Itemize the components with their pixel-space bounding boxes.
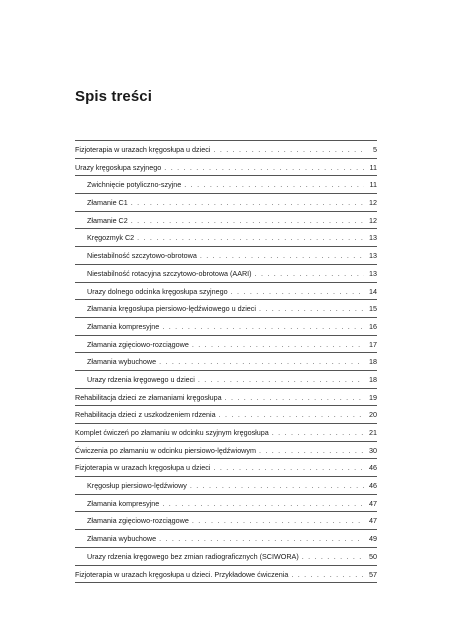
dot-leader: [137, 229, 364, 247]
toc-entry[interactable]: [75, 406, 377, 424]
toc-entry-page: 57: [369, 569, 377, 579]
toc-entry-label: Złamanie C2: [87, 215, 128, 225]
toc-entry-page: 15: [369, 304, 377, 314]
toc-entry-label: Złamania kompresyjne: [87, 498, 160, 508]
dot-leader: [192, 512, 364, 530]
toc-entry-page: 18: [369, 374, 377, 384]
toc-entry-label: Złamania wybuchowe: [87, 357, 157, 367]
toc-entry-page: 47: [369, 498, 377, 508]
toc-entry-label: Ćwiczenia po złamaniu w odcinku piersiowo-lędźwiowym: [75, 445, 256, 455]
toc-entry-page: 47: [369, 516, 377, 526]
toc-entry[interactable]: [75, 141, 377, 159]
dot-leader: [213, 459, 364, 477]
toc-entry-page: 11: [369, 162, 377, 172]
toc-subentry[interactable]: [75, 318, 377, 336]
toc-entry[interactable]: [75, 442, 377, 460]
toc-subentry[interactable]: [75, 229, 377, 247]
toc-entry-page: 13: [369, 251, 377, 261]
toc-entry-label: Niestabilność rotacyjna szczytowo-obrotowa (AARI): [87, 268, 252, 278]
toc-entry-label: Rehabilitacja dzieci z uszkodzeniem rdzenia: [75, 410, 216, 420]
dot-leader: [190, 477, 364, 495]
toc-entry-page: 50: [369, 551, 377, 561]
toc-entry-page: 12: [369, 198, 377, 208]
toc-entry-label: Złamania zgięciowo-rozciągowe: [87, 339, 189, 349]
toc-entry-label: Kręgozmyk C2: [87, 233, 135, 243]
toc-entry-page: 46: [369, 463, 377, 473]
toc-entry-label: Złamania zgięciowo-rozciągowe: [87, 516, 189, 526]
toc-entry-page: 21: [369, 428, 377, 437]
toc-entry-label: Urazy dolnego odcinka kręgosłupa szyjnego: [87, 286, 228, 296]
toc-entry-page: 17: [369, 339, 377, 349]
toc-entry-page: 11: [369, 180, 377, 190]
toc-subentry[interactable]: [75, 176, 377, 194]
toc-subentry[interactable]: [75, 194, 377, 212]
dot-leader: [192, 336, 364, 354]
toc-entry-label: Fizjoterapia w urazach kręgosłupa u dzieci. Przykładowe ćwiczenia: [75, 569, 289, 579]
toc-subentry[interactable]: [75, 477, 377, 495]
table-of-contents: [75, 140, 377, 583]
toc-entry-page: 46: [369, 481, 377, 491]
toc-entry-label: Złamania kompresyjne: [87, 321, 160, 331]
toc-subentry[interactable]: [75, 353, 377, 371]
toc-subentry[interactable]: [75, 283, 377, 301]
toc-entry-label: Urazy rdzenia kręgowego u dzieci: [87, 374, 195, 384]
toc-entry-page: 5: [373, 145, 377, 154]
dot-leader: [164, 159, 364, 177]
dot-leader: [259, 442, 364, 460]
toc-entry-page: 16: [369, 321, 377, 331]
dot-leader: [302, 548, 364, 566]
toc-entry-page: 19: [369, 392, 377, 402]
dot-leader: [131, 194, 364, 212]
toc-entry[interactable]: [75, 566, 377, 584]
dot-leader: [291, 566, 364, 584]
toc-subentry[interactable]: [75, 265, 377, 283]
toc-entry-label: Urazy kręgosłupa szyjnego: [75, 162, 162, 172]
toc-entry[interactable]: [75, 459, 377, 477]
toc-entry-page: 30: [369, 445, 377, 455]
toc-entry-page: 20: [369, 410, 377, 420]
toc-entry-page: 49: [369, 534, 377, 544]
toc-entry-page: 18: [369, 357, 377, 367]
toc-entry-label: Zwichnięcie potyliczno-szyjne: [87, 180, 182, 190]
toc-subentry[interactable]: [75, 512, 377, 530]
dot-leader: [159, 530, 364, 548]
toc-subentry[interactable]: [75, 336, 377, 354]
toc-subentry[interactable]: [75, 495, 377, 513]
page-title: Spis treści: [75, 88, 152, 105]
dot-leader: [200, 247, 364, 265]
toc-subentry[interactable]: [75, 530, 377, 548]
dot-leader: [225, 389, 364, 407]
toc-entry-label: Komplet ćwiczeń po złamaniu w odcinku szyjnym kręgosłupa: [75, 428, 269, 437]
toc-entry-label: Fizjoterapia w urazach kręgosłupa u dzieci: [75, 463, 211, 473]
dot-leader: [259, 300, 364, 318]
dot-leader: [272, 424, 364, 442]
toc-entry-label: Złamania wybuchowe: [87, 534, 157, 544]
dot-leader: [219, 406, 364, 424]
toc-entry-label: Rehabilitacja dzieci ze złamaniami kręgosłupa: [75, 392, 222, 402]
toc-subentry[interactable]: [75, 212, 377, 230]
toc-entry-label: Złamania kręgosłupa piersiowo-lędźwiowego u dzieci: [87, 304, 256, 314]
toc-entry[interactable]: [75, 159, 377, 177]
dot-leader: [198, 371, 364, 389]
dot-leader: [131, 212, 364, 230]
dot-leader: [231, 283, 364, 301]
toc-entry[interactable]: [75, 389, 377, 407]
toc-entry-label: Niestabilność szczytowo-obrotowa: [87, 251, 197, 261]
toc-subentry[interactable]: [75, 548, 377, 566]
dot-leader: [162, 495, 364, 513]
toc-entry-label: Urazy rdzenia kręgowego bez zmian radiograficznych (SCIWORA): [87, 551, 299, 561]
toc-entry-page: 12: [369, 215, 377, 225]
toc-subentry[interactable]: [75, 371, 377, 389]
dot-leader: [162, 318, 364, 336]
toc-entry-label: Złamanie C1: [87, 198, 128, 208]
dot-leader: [255, 265, 364, 283]
toc-entry-label: Kręgosłup piersiowo-lędźwiowy: [87, 481, 187, 491]
dot-leader: [184, 176, 364, 194]
dot-leader: [159, 353, 364, 371]
toc-entry-page: 13: [369, 268, 377, 278]
toc-subentry[interactable]: [75, 300, 377, 318]
toc-entry-page: 14: [369, 286, 377, 296]
toc-subentry[interactable]: [75, 247, 377, 265]
dot-leader: [213, 141, 364, 159]
toc-entry[interactable]: [75, 424, 377, 442]
toc-entry-label: Fizjoterapia w urazach kręgosłupa u dzieci: [75, 145, 211, 154]
toc-entry-page: 13: [369, 233, 377, 243]
